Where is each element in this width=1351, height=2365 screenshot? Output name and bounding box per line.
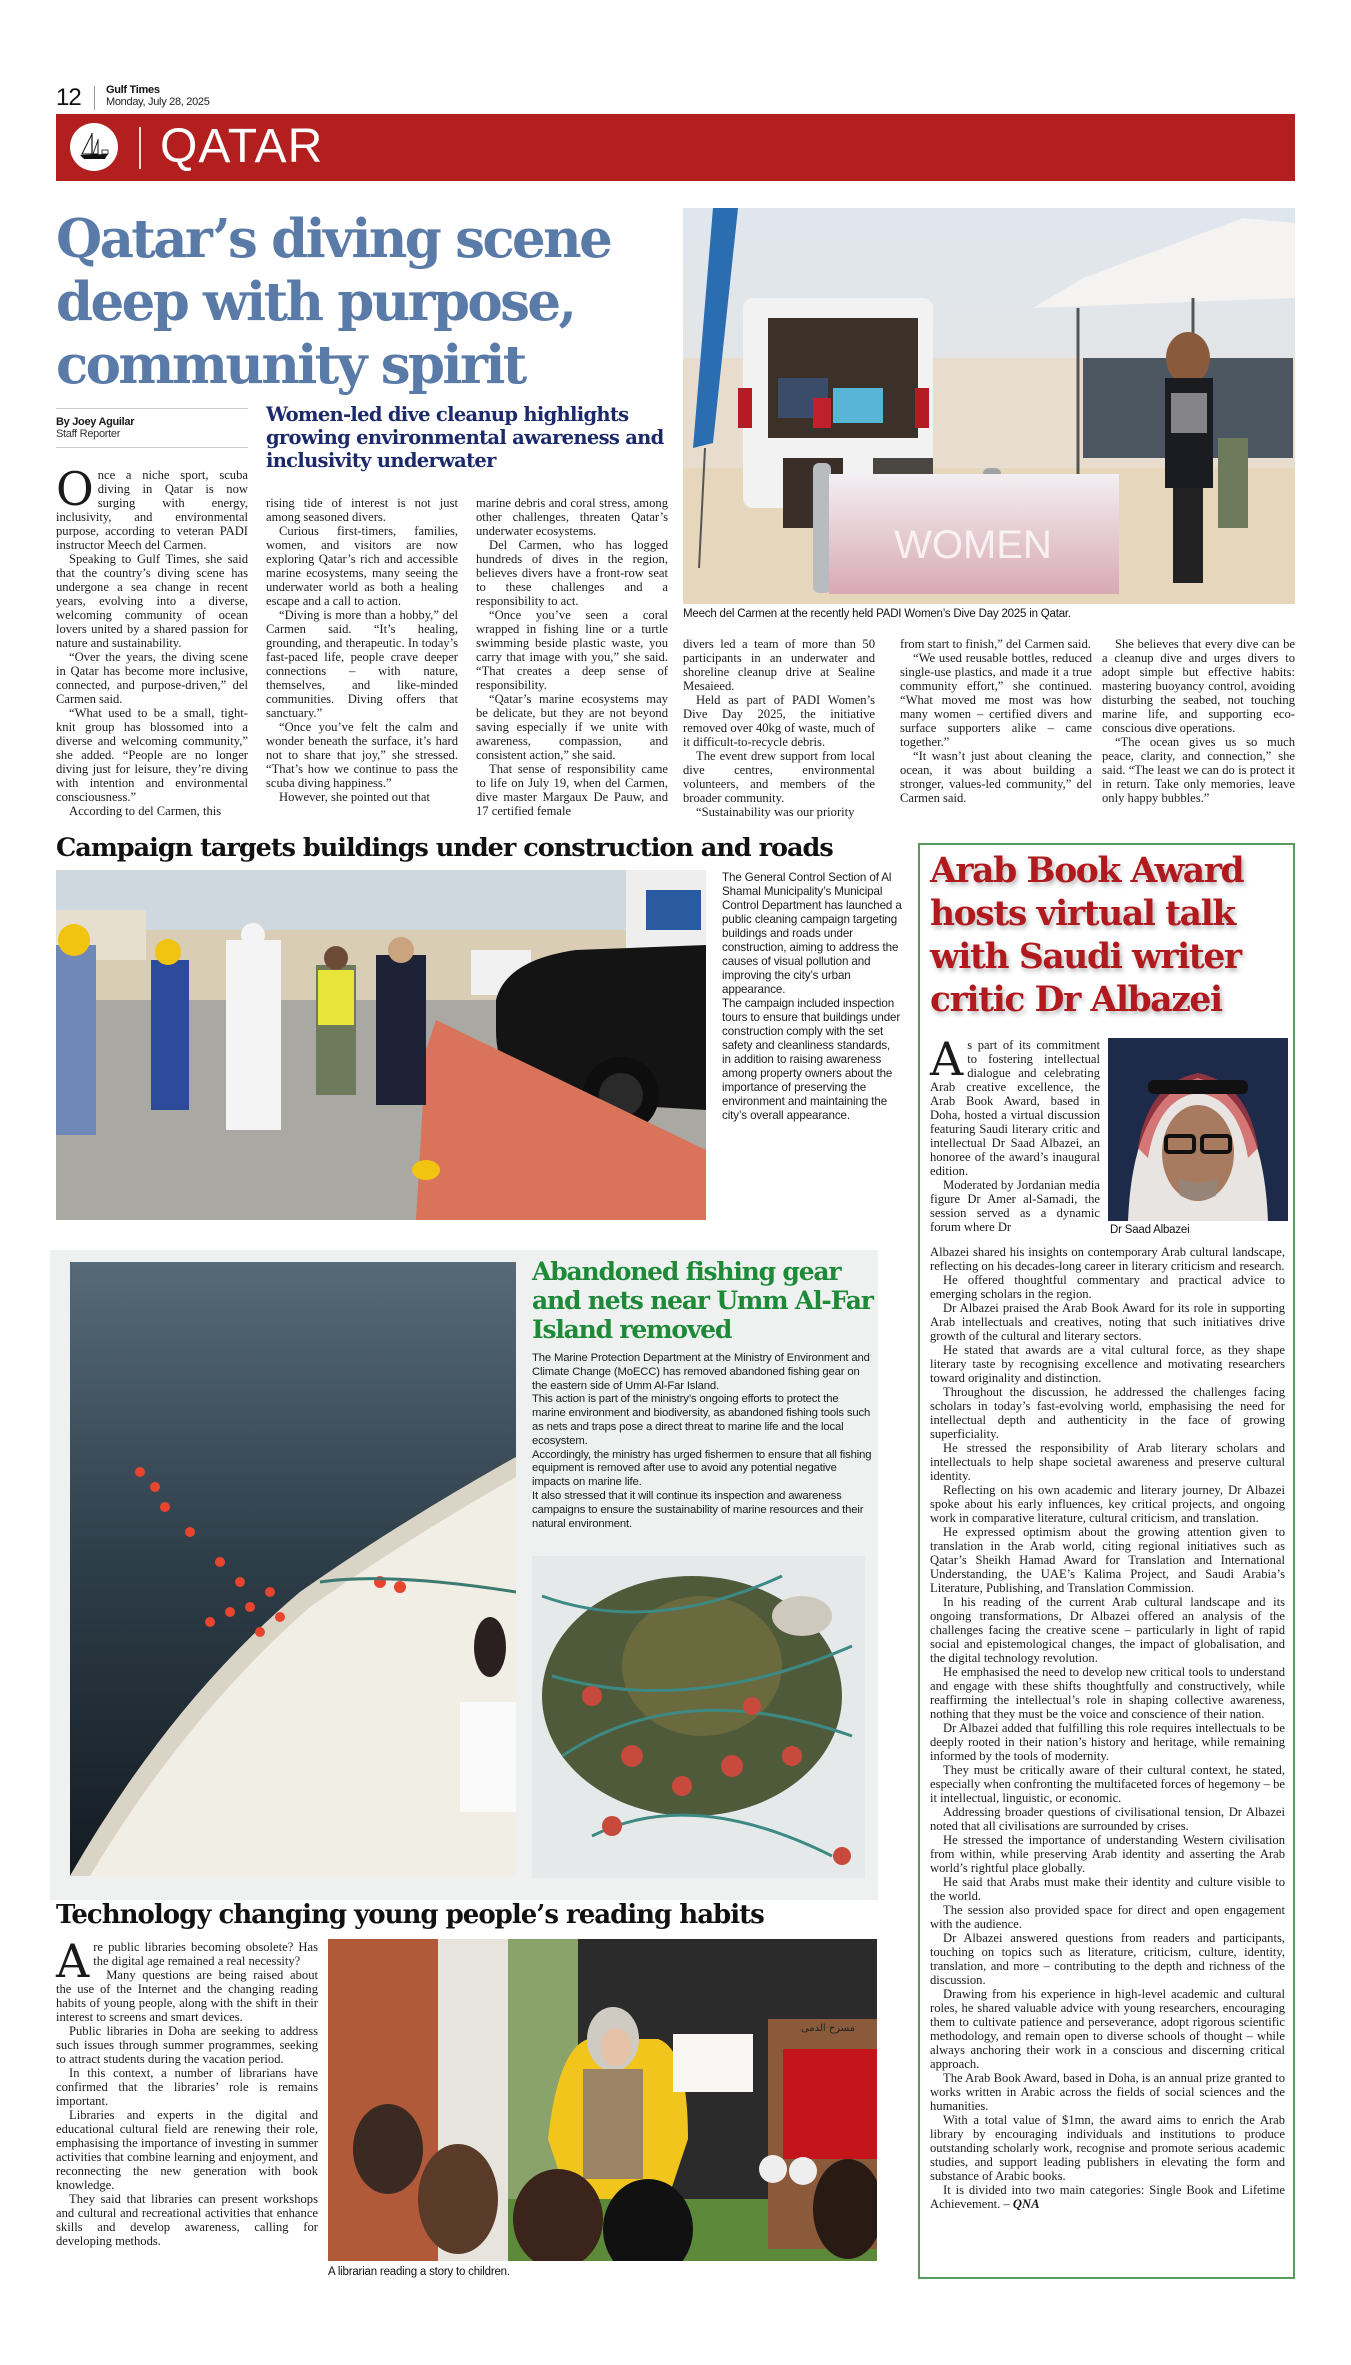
paragraph: He stressed the responsibility of Arab literary scholars and intellectuals to help shape societal awareness and preserve cultural identity. (930, 1441, 1285, 1483)
paragraph: “What used to be a small, tight-knit group has blossomed into a diverse and welcoming community,” she added. “People are no longer diving just for leisure, they’re diving with intention and environmental consciousness.” (56, 706, 248, 804)
fishing-headline: Abandoned fishing gear and nets near Umm Al-Far Island removed (532, 1257, 873, 1344)
lead-column-5 (900, 637, 1092, 805)
page-number: 12 (56, 84, 81, 111)
lead-photo-caption: Meech del Carmen at the recently held PADI Women’s Dive Day 2025 in Qatar. (683, 608, 1071, 620)
paragraph: With a total value of $1mn, the award aims to enrich the Arab library by encouraging individuals and institutions to produce outstanding scholarly work, recognise and promote serious academic studies, and support leading publishers in elevating the form and substance of Arabic books. (930, 2113, 1285, 2183)
paragraph: “The ocean gives us so much peace, clarity, and connection,” she said. “The least we can do is protect it in return. Take only memories, leave only happy bubbles.” (1102, 735, 1295, 805)
news-agency-credit: QNA (1012, 2197, 1040, 2211)
paragraph: This action is part of the ministry’s ongoing efforts to protect the marine environment and biodiversity, as abandoned fishing tools such as nets and traps pose a direct threat to marine life and the local ecosystem. (532, 1393, 871, 1447)
publication-name: Gulf Times (106, 84, 160, 96)
fishing-nets-photo (532, 1556, 865, 1878)
paragraph: “Sustainability was our priority (696, 805, 855, 819)
paragraph: The event drew support from local dive centres, environmental volunteers, and members of the broader community. (683, 749, 875, 805)
drop-cap: A (56, 1934, 90, 1988)
paragraph: Dr Albazei added that fulfilling this role requires intellectuals to be deeply rooted in their nation’s history and heritage, while remaining informed by the tools of modernity. (930, 1721, 1285, 1763)
paragraph: Moderated by Jordanian media figure Dr Amer al-Samadi, the session served as a dynamic forum where Dr (930, 1178, 1100, 1234)
paragraph: They said that libraries can present workshops and cultural and recreational activities that enhance skills and develop awareness, calling for developing methods. (56, 2192, 318, 2248)
paragraph: According to del Carmen, this (69, 804, 222, 818)
tech-body (56, 1934, 318, 2248)
tech-photo-caption: A librarian reading a story to children. (328, 2266, 510, 2278)
paragraph: Speaking to Gulf Times, she said that the country’s diving scene has undergone a sea change in recent years, evolving into a diverse, welcoming community of ocean lovers united by a shared passion for nature and sustainability. (56, 552, 248, 650)
paragraph: He expressed optimism about the growing attention given to translation in the Arab world, citing regional initiatives such as Qatar’s Sheikh Hamad Award for Translation and International Understanding, the UAE’s Kalima Project, and Saudi Arabia’s Literature, Publishing, and Translation Commission. (930, 1525, 1285, 1595)
award-intro-column (930, 1032, 1100, 1234)
paragraph: The Arab Book Award, based in Doha, is an annual prize granted to works written in Arabic across the fields of social sciences and the humanities. (930, 2071, 1285, 2113)
paragraph: Accordingly, the ministry has urged fishermen to ensure that all fishing equipment is removed after use to avoid any potential negative impacts on marine life. (532, 1448, 872, 1489)
paragraph: The campaign included inspection tours to ensure that buildings under construction comply with the set safety and cleanliness standards, in addition to raising awareness among property owners about the importance of preserving the environment and maintaining the city’s overall appearance. (722, 997, 901, 1122)
paragraph: Drawing from his experience in high-level academic and cultural roles, he shared valuable advice with young researchers, encouraging them to cultivate patience and perseverance, adopt rigorous scientific methodology, and remain open to diverse schools of thought – while always anchoring their work in a conscious and discerning critical approach. (930, 1987, 1285, 2071)
fishing-body (532, 1352, 872, 1531)
library-storytime-photo (328, 1939, 877, 2261)
paragraph: Libraries and experts in the digital and educational cultural field are renewing their role, emphasising the importance of investing in summer activities that combine learning and enjoyment, and reconnecting the new generation with book knowledge. (56, 2108, 318, 2192)
lead-column-2 (266, 496, 458, 804)
paragraph: That sense of responsibility came to life on July 19, when del Carmen, dive master Margaux De Pauw, and 17 certified female (476, 762, 668, 818)
dhow-boat-icon (70, 123, 118, 171)
paragraph: Addressing broader questions of civilisational tension, Dr Albazei noted that all civilisations are surrounded by crises. (930, 1805, 1285, 1833)
svg-text:WOMEN: WOMEN (894, 523, 1052, 567)
paragraph: from start to finish,” del Carmen said. (900, 637, 1091, 651)
drop-cap: O (56, 462, 94, 516)
lead-column-4 (683, 637, 875, 819)
publication-date: Monday, July 28, 2025 (106, 96, 210, 108)
paragraph: In this context, a number of librarians have confirmed that the libraries’ role is remains important. (56, 2066, 318, 2108)
award-body-column (930, 1245, 1285, 2211)
paragraph: Many questions are being raised about the use of the Internet and the changing reading habits of young people, along with the shift in their interest to screens and smart devices. (56, 1968, 318, 2024)
paragraph: Dr Albazei answered questions from readers and participants, touching on topics such as literature, criticism, culture, identity, translation, and more – contributing to the depth and richness of the discussion. (930, 1931, 1285, 1987)
paragraph: Dr Albazei praised the Arab Book Award for its role in supporting Arab intellectuals and creatives, noting that such initiatives drive growth of the cultural and literary sectors. (930, 1301, 1285, 1343)
paragraph: In his reading of the current Arab cultural landscape and its ongoing transformations, Dr Albazei offered an analysis of the challenges facing the creative scene – particularly in light of rapid social and epistemological changes, the impact of globalisation, and the digital technology revolution. (930, 1595, 1285, 1665)
paragraph: Throughout the discussion, he addressed the challenges facing scholars in today’s fast-evolving world, emphasising the need for intellectual depth and authenticity in the face of growing superficiality. (930, 1385, 1285, 1441)
paragraph: He said that Arabs must make their identity and culture visible to the world. (930, 1875, 1285, 1903)
lead-column-6 (1102, 637, 1295, 805)
svg-text:مسرح الدمى: مسرح الدمى (800, 2023, 856, 2034)
paragraph: It is divided into two main categories: Single Book and Lifetime Achievement. – QNA (930, 2183, 1285, 2211)
paragraph: She believes that every dive can be a cleanup dive and urges divers to adopt simple but effective habits: mastering buoyancy control, avoiding disturbing the seabed, not touching marine life, and supporting eco-conscious dive operations. (1102, 637, 1295, 735)
paragraph: divers led a team of more than 50 participants in an underwater and shoreline cleanup drive at Sealine Mesaieed. (683, 637, 875, 693)
paragraph: Curious first-timers, families, women, and visitors are now exploring Qatar’s rich and accessible marine ecosystems, many seeing the underwater world as both a healing escape and a call to action. (266, 524, 458, 608)
paragraph: Albazei shared his insights on contemporary Arab cultural landscape, reflecting on his decades-long career in literary criticism and research. (930, 1245, 1285, 1273)
paragraph: It also stressed that it will continue its inspection and awareness campaigns to ensure the sustainability of marine resources and their natural environment. (532, 1489, 864, 1530)
paragraph: He stated that awards are a vital cultural force, as they shape literary taste by recognising excellence and motivating researchers toward originality and distinction. (930, 1343, 1285, 1385)
paragraph: As part of its commitment to fostering intellectual dialogue and celebrating Arab creative excellence, the Arab Book Award, based in Doha, hosted a virtual discussion featuring Saudi literary critic and intellectual Dr Saad Albazei, an honoree of the award’s inaugural edition. (930, 1032, 1100, 1178)
publication-info (106, 84, 210, 108)
campaign-body (722, 871, 902, 1123)
paragraph: “Qatar’s marine ecosystems may be delicate, but they are not beyond saving especially if we unite with awareness, compassion, and consistent action,” she said. (476, 692, 668, 762)
paragraph: marine debris and coral stress, among other challenges, threaten Qatar’s underwater ecosystems. (476, 496, 668, 538)
tech-headline: Technology changing young people’s reading habits (56, 1900, 764, 1930)
paragraph: “It wasn’t just about cleaning the ocean, it was about building a stronger, values-led community,” del Carmen said. (900, 749, 1092, 805)
paragraph: Held as part of PADI Women’s Dive Day 2025, the initiative removed over 40kg of waste, much of it difficult-to-recycle debris. (683, 693, 875, 749)
paragraph: Public libraries in Doha are seeking to address such issues through summer programmes, seeking to attract students during the vacation period. (56, 2024, 318, 2066)
paragraph: They must be critically aware of their cultural context, he stated, especially when confronting the multifaceted forces of hegemony – be it intellectual, linguistic, or economic. (930, 1763, 1285, 1805)
masthead-divider (94, 86, 95, 110)
fishing-boat-photo (70, 1262, 516, 1876)
paragraph: Once a niche sport, scuba diving in Qatar is now surging with energy, inclusivity, and environmental purpose, according to veteran PADI instructor Meech del Carmen. (56, 462, 248, 552)
lead-photo-dive-day (683, 208, 1295, 604)
lead-column-1 (56, 462, 248, 818)
lead-subheadline: Women-led dive cleanup highlights growing environmental awareness and inclusivity underwater (266, 403, 664, 472)
paragraph: rising tide of interest is not just among seasoned divers. (266, 496, 458, 524)
award-portrait-photo (1108, 1038, 1288, 1221)
drop-cap: A (930, 1032, 964, 1086)
byline (56, 408, 248, 448)
lead-headline: Qatar’s diving scene deep with purpose, community spirit (56, 208, 611, 396)
section-banner (56, 114, 1295, 181)
byline-author: By Joey Aguilar (56, 416, 135, 428)
section-title: QATAR (160, 120, 324, 173)
campaign-photo (56, 870, 706, 1220)
paragraph: Are public libraries becoming obsolete? Has the digital age remained a real necessity? (56, 1934, 318, 1988)
paragraph: The session also provided space for direct and open engagement with the audience. (930, 1903, 1285, 1931)
lead-column-3 (476, 496, 668, 818)
paragraph: “Once you’ve seen a coral wrapped in fishing line or a turtle swimming beside plastic waste, you carry that image with you,” she said. “That creates a deep sense of responsibility. (476, 608, 668, 692)
award-headline: Arab Book Award hosts virtual talk with Saudi writer critic Dr Albazei (930, 851, 1244, 1020)
banner-divider (139, 127, 141, 169)
paragraph: “Diving is more than a hobby,” del Carmen said. “It’s healing, grounding, and therapeutic. In today’s fast-paced life, people crave deeper connections – with nature, themselves, and like-minded communities. Diving offers that sanctuary.” (266, 608, 458, 720)
paragraph: The Marine Protection Department at the Ministry of Environment and Climate Change (MoECC) has removed abandoned fishing gear on the eastern side of Umm Al-Far Island. (532, 1352, 870, 1392)
award-photo-caption: Dr Saad Albazei (1110, 1224, 1190, 1236)
paragraph: However, she pointed out that (279, 790, 430, 804)
paragraph: “Over the years, the diving scene in Qatar has become more inclusive, connected, and purpose-driven,” del Carmen said. (56, 650, 248, 706)
paragraph: He offered thoughtful commentary and practical advice to emerging scholars in the region. (930, 1273, 1285, 1301)
paragraph: The General Control Section of Al Shamal Municipality’s Municipal Control Department has launched a public cleaning campaign targeting buildings and roads under construction, aiming to address the causes of visual pollution and improving the city’s urban appearance. (722, 871, 902, 996)
paragraph: “We used reusable bottles, reduced single-use plastics, and made it a true community effort,” she continued. “What moved me most was how many women – certified divers and surface supporters alike – came together.” (900, 651, 1092, 749)
paragraph: He stressed the importance of understanding Western civilisation from within, while preserving Arab identity and asserting the Arab world’s rightful place globally. (930, 1833, 1285, 1875)
paragraph: Del Carmen, who has logged hundreds of dives in the region, believes divers have a front-row seat to these challenges and a responsibility to act. (476, 538, 668, 608)
paragraph: He emphasised the need to develop new critical tools to understand and engage with these shifts thoughtfully and constructively, while reaffirming the intellectual’s role in shaping collective awareness, nothing that they must be the voice and conscience of their nation. (930, 1665, 1285, 1721)
paragraph: “Once you’ve felt the calm and wonder beneath the surface, it’s hard not to share that joy,” she stressed. “That’s how we continue to pass the scuba diving happiness.” (266, 720, 458, 790)
campaign-headline: Campaign targets buildings under construction and roads (56, 833, 833, 863)
paragraph: Reflecting on his own academic and literary journey, Dr Albazei spoke about his early influences, key critical projects, and ongoing work in comparative literature, cultural criticism, and translation. (930, 1483, 1285, 1525)
byline-role: Staff Reporter (56, 428, 121, 440)
